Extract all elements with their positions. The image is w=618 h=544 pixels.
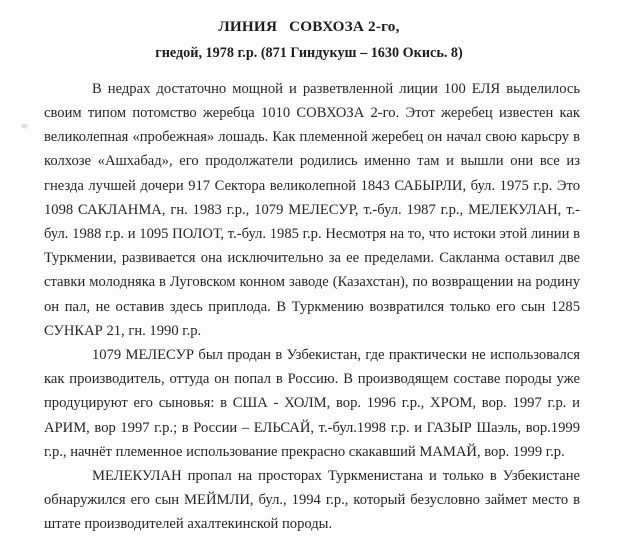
body-paragraph: МЕЛЕКУЛАН пропал на просторах Туркменистана и только в Узбекистане обнаружился его сын МЕЙМЛИ, бул., 1994 г.р., который безусловно займет место в штате производителей ахалтекинской породы.: [44, 467, 580, 533]
page-title: ЛИНИЯ СОВХОЗА 2-го,: [218, 18, 400, 35]
page-subtitle: гнедой, 1978 г.р. (871 Гиндукуш – 1630 Окись. 8): [155, 44, 463, 61]
body-paragraph: 1079 МЕЛЕСУР был продан в Узбекистан, где практически не использовался как производитель, оттуда он попал в Россию. В производящем составе породы уже продуцируют его сыновья: в США - ХОЛМ, вор. 1996 г.р., ХРОМ, вор. 1997 г.р. и АРИМ, вор 1997 г.р.; в России – ЕЛЬСАЙ, т.-бул.1998 г.р. и ГАЗЫР Шаэль, вор.1999 г.р., начнёт племенное использование прекрасно скакавший МАМАЙ, вор. 1999 г.р.: [44, 346, 580, 460]
document-body: [0, 77, 618, 537]
scan-artifact-speck: [21, 124, 28, 128]
body-paragraph: В недрах достаточно мощной и разветвленной лиции 100 ЕЛЯ выделилось своим типом потомство жеребца 1010 СОВХОЗА 2-го. Этот жеребец известен как великолепная «пробежная» лошадь. Как племенной жеребец он начал свою карьсру в колхозе «Ашхабад», его продолжатели родились именно там и вышли они все из гнезда лучшей дочери 917 Сектора великолепной 1843 САБЫРЛИ, бул. 1975 г.р. Это 1098 САКЛАНМА, гн. 1983 г.р., 1079 МЕЛЕСУР, т.-бул. 1987 г.р., МЕЛЕКУЛАН, т.-бул. 1988 г.р. и 1095 ПОЛОТ, т.-бул. 1985 г.р. Несмотря на то, что истоки этой линии в Туркмении, развивается она исключительно за ее пределами. Сакланма оставил две ставки молодняка в Луговском конном заводе (Казахстан), по возвращении на родину он пал, не оставив здесь приплода. В Туркмению возвратился только его сын 1285 СУНКАР 21, гн. 1990 г.р.: [44, 80, 580, 339]
document-header: [0, 0, 618, 63]
